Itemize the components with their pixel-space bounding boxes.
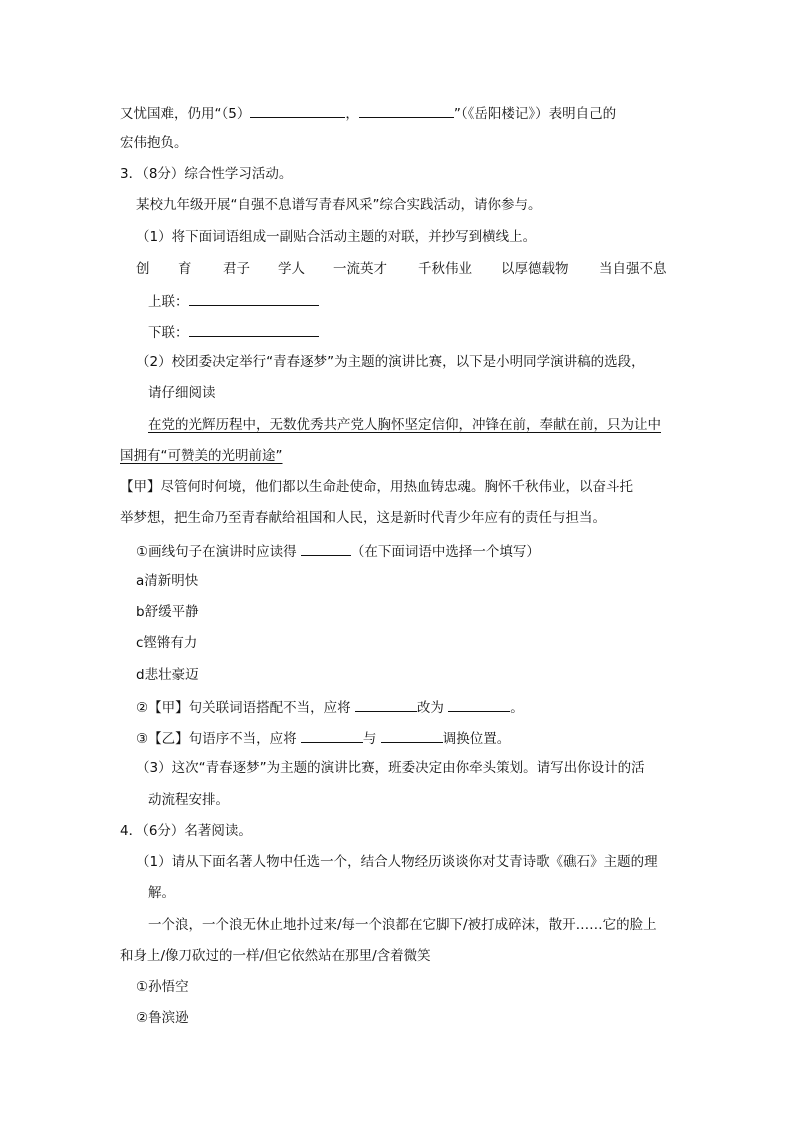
answer-blank[interactable] bbox=[250, 103, 345, 118]
lower-couplet-blank[interactable] bbox=[189, 322, 319, 337]
word-bank bbox=[120, 260, 680, 278]
word-item: 以厚德载物 bbox=[501, 261, 569, 277]
question-4-title: 4．（6分）名著阅读。 bbox=[120, 823, 252, 839]
upper-couplet-blank[interactable] bbox=[189, 291, 319, 306]
upper-couplet-line bbox=[148, 291, 319, 311]
poem-excerpt-cont: 和身上/像刀砍过的一样/但它依然站在那里/含着微笑 bbox=[120, 948, 431, 964]
option-c: c铿锵有力 bbox=[136, 635, 198, 651]
word-item: 千秋伟业 bbox=[418, 261, 472, 277]
text-line: 宏伟抱负。 bbox=[120, 135, 188, 151]
question-3-part-2-cont: 请仔细阅读 bbox=[148, 385, 216, 401]
answer-blank[interactable] bbox=[381, 728, 443, 743]
sub-question-3: ③【乙】句语序不当，应将 与 调换位置。 bbox=[136, 728, 510, 748]
lower-couplet-label: 下联： bbox=[148, 325, 189, 341]
question-3-part-2: （2）校团委决定举行“青春逐梦”为主题的演讲比赛，以下是小明同学演讲稿的选段， bbox=[136, 354, 645, 370]
answer-blank[interactable] bbox=[301, 728, 363, 743]
option-d: d悲壮豪迈 bbox=[136, 667, 199, 683]
question-3-part-3-cont: 动流程安排。 bbox=[148, 792, 229, 808]
lower-couplet-line bbox=[148, 322, 319, 342]
text-segment: 又忧国难，仍用“（5） bbox=[120, 106, 251, 122]
answer-blank[interactable] bbox=[355, 697, 417, 712]
word-item: 育 bbox=[178, 261, 192, 277]
poem-excerpt: 一个浪，一个浪无休止地扑过来/每一个浪都在它脚下/被打成碎沫，散开……它的脸上 bbox=[148, 917, 657, 933]
word-item: 创 bbox=[136, 261, 150, 277]
passage-jia-cont: 举梦想，把生命乃至青春献给祖国和人民，这是新时代青少年应有的责任与担当。 bbox=[120, 510, 606, 526]
word-item: 一流英才 bbox=[333, 261, 387, 277]
text-segment: ， bbox=[345, 106, 359, 122]
text-line bbox=[120, 103, 616, 123]
underlined-passage-cont: 国拥有“可赞美的光明前途” bbox=[120, 448, 283, 464]
word-item: 学人 bbox=[278, 261, 305, 277]
text-segment: ”（《岳阳楼记》）表明自己的 bbox=[453, 106, 617, 122]
question-3-title: 3．（8分）综合性学习活动。 bbox=[120, 166, 293, 182]
option-b: b舒缓平静 bbox=[136, 604, 199, 620]
word-item: 当自强不息 bbox=[599, 261, 667, 277]
option-a: a清新明快 bbox=[136, 573, 199, 589]
answer-blank[interactable] bbox=[359, 103, 454, 118]
underlined-passage: 在党的光辉历程中，无数优秀共产党人胸怀坚定信仰，冲锋在前，奉献在前，只为让中 bbox=[148, 417, 661, 433]
word-item: 君子 bbox=[223, 261, 250, 277]
character-option-1: ①孙悟空 bbox=[136, 979, 189, 995]
question-4-part-1: （1）请从下面名著人物中任选一个，结合人物经历谈谈你对艾青诗歌《礁石》主题的理 bbox=[136, 854, 658, 870]
question-3-intro: 某校九年级开展“自强不息谱写青春风采”综合实践活动，请你参与。 bbox=[136, 197, 542, 213]
question-3-part-1: （1）将下面词语组成一副贴合活动主题的对联，并抄写到横线上。 bbox=[136, 229, 537, 245]
character-option-2: ②鲁滨逊 bbox=[136, 1010, 189, 1026]
question-4-part-1-cont: 解。 bbox=[148, 885, 175, 901]
answer-blank[interactable] bbox=[301, 541, 351, 556]
question-3-part-3: （3）这次“青春逐梦”为主题的演讲比赛，班委决定由你牵头策划。请写出你设计的活 bbox=[136, 760, 645, 776]
upper-couplet-label: 上联： bbox=[148, 294, 189, 310]
sub-question-1: ①画线句子在演讲时应读得 （在下面词语中选择一个填写） bbox=[136, 541, 540, 561]
passage-jia: 【甲】尽管何时何境，他们都以生命赴使命，用热血铸忠魂。胸怀千秋伟业，以奋斗托 bbox=[120, 479, 633, 495]
sub-question-2: ②【甲】句关联词语搭配不当，应将 改为 。 bbox=[136, 697, 524, 717]
answer-blank[interactable] bbox=[448, 697, 510, 712]
